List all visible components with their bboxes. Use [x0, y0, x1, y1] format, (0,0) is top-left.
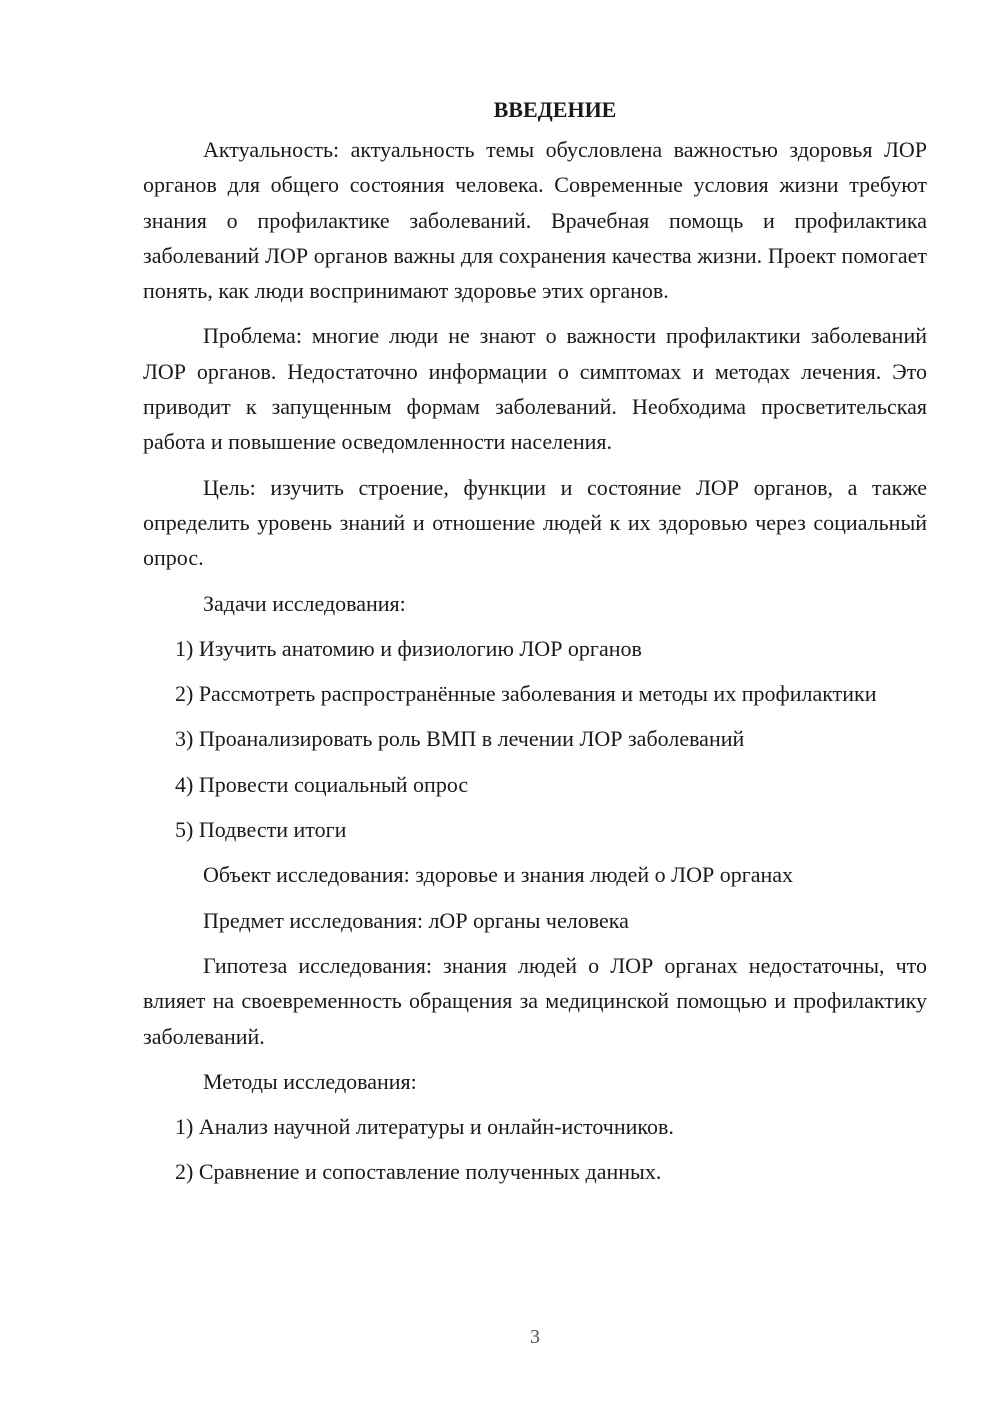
task-item: 3) Проанализировать роль ВМП в лечении ЛОР заболеваний	[175, 726, 745, 752]
problem-paragraph: Проблема: многие люди не знают о важности профилактики заболеваний ЛОР органов. Недостаточно информации о симптомах и методах лечения. Это приводит к запущенным формам заболеваний. Необходима просветительская работа и повышение осведомленности населения.	[143, 323, 927, 455]
task-item: 2) Рассмотреть распространённые заболевания и методы их профилактики	[175, 681, 877, 707]
task-item: 1) Изучить анатомию и физиологию ЛОР органов	[175, 635, 642, 661]
object-paragraph: Объект исследования: здоровье и знания людей о ЛОР органах	[203, 862, 794, 888]
method-item: 2) Сравнение и сопоставление полученных данных.	[175, 1159, 662, 1185]
goal-paragraph: Цель: изучить строение, функции и состояние ЛОР органов, а также определить уровень знаний и отношение людей к их здоровью через социальный опрос.	[143, 474, 927, 571]
task-item: 5) Подвести итоги	[175, 817, 347, 843]
tasks-heading: Задачи исследования:	[203, 590, 406, 616]
relevance-paragraph: Актуальность: актуальность темы обусловлена важностью здоровья ЛОР органов для общего состояния человека. Современные условия жизни требуют знания о профилактике заболеваний. Врачебная помощь и профилактика заболеваний ЛОР органов важны для сохранения качества жизни. Проект помогает понять, как люди воспринимают здоровье этих органов.	[143, 137, 927, 304]
methods-heading: Методы исследования:	[203, 1068, 417, 1094]
section-title: ВВЕДЕНИЕ	[493, 97, 617, 122]
page-number: 3	[530, 1326, 540, 1348]
method-item: 1) Анализ научной литературы и онлайн-источников.	[175, 1114, 674, 1140]
subject-paragraph: Предмет исследования: лОР органы человека	[203, 907, 629, 933]
hypothesis-paragraph: Гипотеза исследования: знания людей о ЛОР органах недостаточны, что влияет на своевременность обращения за медицинской помощью и профилактику заболеваний.	[143, 952, 927, 1049]
task-item: 4) Провести социальный опрос	[175, 771, 469, 797]
